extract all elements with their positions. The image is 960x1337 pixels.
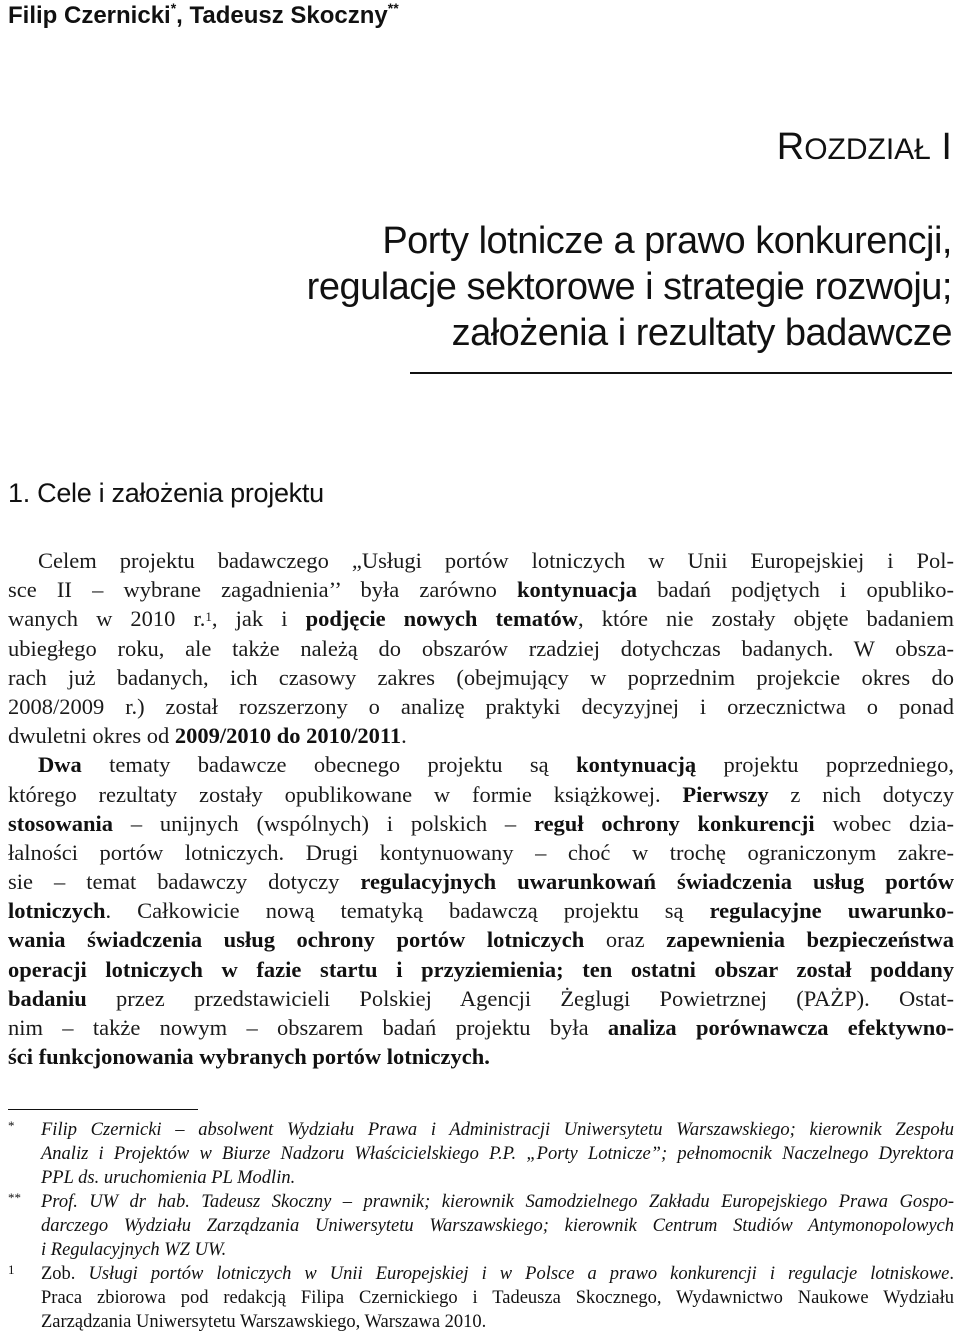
bold-run: stosowania (8, 810, 114, 836)
text-line (8, 750, 954, 779)
text-run: , jak i (211, 606, 306, 632)
text-line (8, 896, 954, 925)
text-line: 2008/2009 r.) został rozszerzony o analizę praktyki decyzyjnej i orzecznictwa o ponad (8, 693, 954, 719)
chapter-numeral: I (930, 126, 952, 168)
author-2: , Tadeusz Skoczny (176, 2, 388, 29)
text-run: oraz (584, 927, 667, 953)
author-1: Filip Czernicki (8, 2, 171, 29)
authors-line (8, 2, 399, 30)
footnote-1 (8, 1262, 954, 1334)
footnote-line: Prof. UW dr hab. Tadeusz Skoczny – prawnik; kierownik Samodzielnego Zakładu Europejskiego Prawa Gospo- (41, 1192, 954, 1212)
bold-run: Dwa (38, 752, 82, 778)
author-2-footnote-mark: ** (387, 0, 399, 16)
text-line (8, 780, 954, 809)
section-heading: 1. Cele i założenia projektu (8, 478, 324, 508)
text-run: tematy badawcze obecnego projektu są (81, 752, 577, 778)
footnote-line: Zarządzania Uniwersytetu Warszawskiego, Warszawa 2010. (41, 1312, 487, 1332)
text-run: . Całkowicie nową tematyką badawczą projektu są (105, 898, 710, 924)
text-run: – unijnych (wspólnych) i polskich – (113, 810, 534, 836)
footnote-rule (8, 1109, 198, 1110)
chapter-title-line: Porty lotnicze a prawo konkurencji, (382, 220, 952, 262)
bold-run: regulacyjnych uwarunkowań świadczenia usług portów (360, 869, 954, 895)
text-run: Zob. (41, 1264, 89, 1284)
footnote-mark: ** (8, 1190, 21, 1205)
text-line: rach już badanych, ich czasowy zakres (obejmujący w poprzednim projekcie okres do (8, 664, 954, 690)
paragraph-2 (8, 750, 954, 1071)
bold-run: wania świadczenia usług ochrony portów lotniczych (8, 927, 585, 953)
text-run: badań podjętych i opubliko- (637, 577, 954, 603)
text-line (8, 575, 954, 604)
text-run: nim – także nowym – obszarem badań projektu była (8, 1015, 608, 1040)
footnote-line: Analiz i Projektów w Biurze Nadzoru Właścicielskiego P.P. „Porty Lotnicze”; pełnomocnik Naczelnego Dyrektora (41, 1144, 954, 1164)
text-line (8, 1013, 954, 1042)
paragraph-1 (8, 546, 954, 750)
bold-run: reguł ochrony konkurencji (533, 810, 815, 836)
text-line (8, 809, 954, 838)
text-line: Celem projektu badawczego „Usługi portów lotniczych w Unii Europejskiej i Pol- (38, 548, 954, 573)
bold-run: Pierwszy (682, 781, 769, 807)
text-line (8, 721, 954, 750)
text-line (8, 925, 954, 954)
chapter-title-line: założenia i rezultaty badawcze (451, 312, 952, 354)
text-run: którego rezultaty zostały opublikowane w formie książkowej. (8, 781, 683, 807)
italic-run: Usługi portów lotniczych w Unii Europejskiej i w Polsce a prawo konkurencji i regulacje lotniskowe (88, 1264, 950, 1284)
bold-run: podjęcie nowych tematów (305, 606, 578, 632)
chapter-label (777, 126, 952, 169)
text-run: sie – temat badawczy dotyczy (8, 869, 361, 895)
text-run: . (401, 723, 407, 749)
chapter-title-line: regulacje sektorowe i strategie rozwoju; (306, 266, 952, 308)
text-run: przez przedstawicieli Polskiej Agencji Żeglugi Powietrznej (PAŻP). Ostat- (86, 985, 954, 1011)
footnote-author-2 (8, 1190, 954, 1262)
footnote-line: i Regulacyjnych WZ UW. (41, 1240, 227, 1260)
body-text (8, 546, 954, 1071)
text-run: z nich dotyczy (768, 781, 954, 807)
footnote-author-1 (8, 1118, 954, 1190)
bold-run: ści funkcjonowania wybranych portów lotniczych. (8, 1044, 490, 1070)
footnote-ref[interactable]: 1 (205, 609, 212, 625)
bold-run: lotniczych (8, 898, 106, 924)
bold-run: zapewnienia bezpieczeństwa (666, 927, 955, 953)
footnote-mark: * (8, 1118, 15, 1133)
footnote-line: Filip Czernicki – absolwent Wydziału Prawa i Administracji Uniwersytetu Warszawskiego; kierownik Zespołu (41, 1120, 954, 1140)
bold-run: kontynuacją (576, 752, 697, 778)
text-line (8, 1042, 954, 1071)
text-run: dwuletni okres od (8, 723, 175, 749)
text-line (8, 867, 954, 896)
bold-run: 2009/2010 do 2010/2011 (174, 723, 402, 749)
bold-run: operacji lotniczych w fazie startu i przyziemienia; ten ostatni obszar został poddany (8, 956, 954, 982)
footnote-line (41, 1262, 954, 1286)
text-line (8, 604, 954, 633)
author-1-footnote-mark: * (170, 0, 177, 16)
text-run: sce II – wybrane zagadnienia’’ była zarówno (8, 577, 518, 603)
footnote-line: PPL ds. uruchomienia PL Modlin. (41, 1168, 296, 1188)
text-run: , które nie zostały objęte badaniem (577, 606, 954, 632)
text-line: ubiegłego roku, ale także należą do obszarów rzadziej dotychczas badanych. W obsza- (8, 635, 954, 661)
title-rule (410, 372, 952, 374)
chapter-title (192, 218, 952, 356)
text-run: . (949, 1264, 954, 1284)
footnote-mark: 1 (8, 1262, 15, 1277)
text-line (8, 984, 954, 1013)
bold-run: kontynuacja (517, 577, 638, 603)
chapter-smallcaps: OZDZIAŁ (804, 133, 931, 166)
chapter-cap: R (776, 126, 805, 168)
bold-run: regulacyjne uwarunko- (709, 898, 954, 924)
footnote-line: darczego Wydziału Zarządzania Uniwersytetu Warszawskiego; kierownik Centrum Studiów Antymonopolowych (41, 1216, 954, 1236)
text-run: wobec dzia- (814, 810, 954, 836)
text-run: wanych w 2010 r. (8, 606, 206, 632)
text-line: łalności portów lotniczych. Drugi kontynuowany – choć w trochę ograniczonym zakre- (8, 839, 954, 865)
footnote-line: Praca zbiorowa pod redakcją Filipa Czernickiego i Tadeusza Skocznego, Wydawnictwo Naukowe Wydziału (41, 1288, 954, 1308)
text-run: projektu poprzedniego, (696, 752, 954, 778)
bold-run: analiza porównawcza efektywno- (607, 1015, 954, 1040)
bold-run: badaniu (8, 985, 87, 1011)
text-line (8, 955, 954, 984)
footnotes (8, 1118, 954, 1334)
